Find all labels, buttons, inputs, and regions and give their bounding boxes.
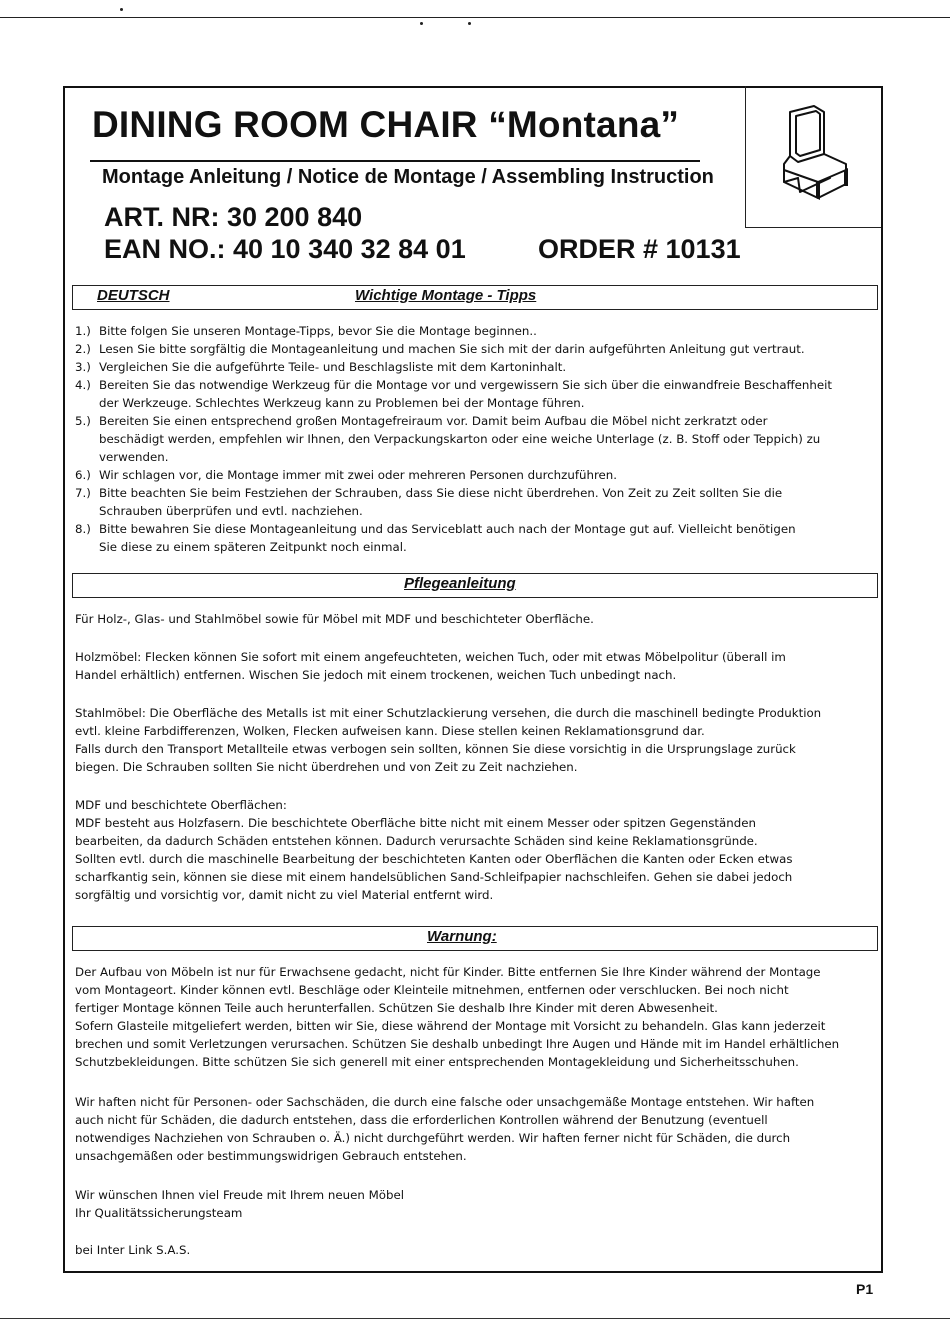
tip-number: 2.) [75,342,91,356]
bottom-scan-rule [0,1318,950,1319]
tip-line: Bitte beachten Sie beim Festziehen der Schrauben, dass Sie diese nicht überdrehen. Von Zeit zu Zeit sollten Sie die [99,486,783,500]
warning-line: brechen und somit Verletzungen verursachen. Schützen Sie deshalb unbedingt Ihre Augen und Hände mit im Handel erhältlichen [75,1037,840,1051]
tip-line: Wir schlagen vor, die Montage immer mit zwei oder mehreren Personen durchzuführen. [99,468,618,482]
tip-item [75,484,832,520]
tip-number: 6.) [75,468,91,482]
warning-paragraph [75,963,839,1071]
signature-line: Ihr Qualitätssicherungsteam [75,1206,243,1220]
tip-number: 1.) [75,324,91,338]
tip-number: 5.) [75,414,91,428]
tip-item [75,340,832,358]
care-line: Handel erhältlich) entfernen. Wischen Sie jedoch mit einem trockenen, weichen Tuch unbedingt nach. [75,668,677,682]
care-line: Falls durch den Transport Metallteile etwas verbogen sein sollten, können Sie diese vorsichtig in die Ursprungslage zurück [75,742,796,756]
article-number: ART. NR: 30 200 840 [104,202,363,232]
tip-number: 8.) [75,522,91,536]
liability-line: auch nicht für Schäden, die dadurch entstehen, dass die erforderlichen Kontrollen während der Benutzung (eventuell [75,1113,768,1127]
document-title: DINING ROOM CHAIR “Montana” [92,104,680,145]
tip-line: Bereiten Sie das notwendige Werkzeug für die Montage vor und vergewissern Sie sich über die einwandfreie Beschaffenheit [99,378,833,392]
care-paragraph [75,648,786,684]
care-line: Für Holz-, Glas- und Stahlmöbel sowie für Möbel mit MDF und beschichteter Oberfläche. [75,612,594,626]
liability-paragraph [75,1093,814,1165]
tip-item [75,520,832,556]
language-label: DEUTSCH [97,287,170,304]
care-line: MDF besteht aus Holzfasern. Die beschichtete Oberfläche bitte nicht mit einem Messer oder spitzen Gegenständen [75,816,756,830]
closing-greeting [75,1186,404,1222]
warning-line: Schutzbekleidungen. Bitte schützen Sie sich generell mit einer entsprechenden Montagekleidung und Sicherheitsschuhen. [75,1055,799,1069]
care-line: bearbeiten, da dadurch Schäden entstehen können. Dadurch verursachte Schäden sind keine Reklamationsgründe. [75,834,758,848]
tip-number: 7.) [75,486,91,500]
tip-line: Bitte bewahren Sie diese Montageanleitung und das Serviceblatt auch nach der Montage gut auf. Vielleicht benötigen [99,522,796,536]
tip-number: 4.) [75,378,91,392]
warning-line: fertiger Montage können Teile auch herunterfallen. Schützen Sie deshalb Ihre Kinder mit deren Abwesenheit. [75,1001,718,1015]
tip-item [75,466,832,484]
tips-heading: Wichtige Montage - Tipps [355,287,537,304]
tip-line: Bitte folgen Sie unseren Montage-Tipps, bevor Sie die Montage beginnen.. [99,324,537,338]
chair-icon [776,98,856,208]
care-paragraph [75,704,821,776]
warning-heading: Warnung: [427,928,497,945]
liability-line: unsachgemäßen oder bestimmungswidrigen Gebrauch entstehen. [75,1149,467,1163]
liability-line: Wir haften nicht für Personen- oder Sachschäden, die durch eine falsche oder unsachgemäße Montage entstehen. Wir haften [75,1095,815,1109]
care-line: biegen. Die Schrauben sollten Sie nicht überdrehen und von Zeit zu Zeit nachziehen. [75,760,578,774]
care-line: Sollten evtl. durch die maschinelle Bearbeitung der beschichteten Kanten oder Oberflächen die Kanten oder Ecken etwas [75,852,793,866]
tip-item [75,358,832,376]
tip-number: 3.) [75,360,91,374]
tip-item [75,376,832,412]
tip-line: Lesen Sie bitte sorgfältig die Montageanleitung und machen Sie sich mit der darin aufgeführten Anleitung gut vertraut. [99,342,805,356]
chair-illustration-box [745,86,881,228]
care-line: scharfkantig sein, können sie diese mit einem handelsüblichen Sand-Schleifpapier nachschleifen. Gehen sie dabei jedoch [75,870,793,884]
tip-line: Sie diese zu einem späteren Zeitpunkt noch einmal. [99,540,407,554]
tip-line: Schrauben überprüfen und evtl. nachziehen. [99,504,363,518]
warning-line: Sofern Glasteile mitgeliefert werden, bitten wir Sie, diese während der Montage mit Vorsicht zu behandeln. Glas kann jederzeit [75,1019,826,1033]
company-line [75,1241,190,1259]
tip-line: verwenden. [99,450,169,464]
warning-line: Der Aufbau von Möbeln ist nur für Erwachsene gedacht, nicht für Kinder. Bitte entfernen Sie Ihre Kinder während der Montage [75,965,821,979]
ean-number: EAN NO.: 40 10 340 32 84 01 [104,234,466,264]
scan-speck [420,22,423,25]
care-paragraph [75,610,594,628]
tips-list [75,322,832,556]
top-scan-rule [0,17,950,18]
page-number: P1 [856,1281,874,1297]
scan-speck [468,22,471,25]
care-heading: Pflegeanleitung [404,575,516,592]
scan-speck [120,8,123,11]
tip-line: Bereiten Sie einen entsprechend großen Montagefreiraum vor. Damit beim Aufbau die Möbel nicht zerkratzt oder [99,414,768,428]
care-paragraph [75,796,792,904]
greeting-line: Wir wünschen Ihnen viel Freude mit Ihrem neuen Möbel [75,1188,404,1202]
tip-line: der Werkzeuge. Schlechtes Werkzeug kann zu Problemen bei der Montage führen. [99,396,585,410]
care-line: sorgfältig und vorsichtig vor, damit nicht zu viel Material entfernt wird. [75,888,494,902]
tip-line: beschädigt werden, empfehlen wir Ihnen, den Verpackungskarton oder eine weiche Unterlage (z. B. Stoff oder Teppich) zu [99,432,821,446]
document-subtitle: Montage Anleitung / Notice de Montage / Assembling Instruction [102,166,714,188]
company-name: bei Inter Link S.A.S. [75,1243,191,1257]
tip-item [75,412,832,466]
tip-line: Vergleichen Sie die aufgeführte Teile- und Beschlagsliste mit dem Kartoninhalt. [99,360,567,374]
care-line: evtl. kleine Farbdifferenzen, Wolken, Flecken aufweisen kann. Diese stellen keinen Reklamationsgrund dar. [75,724,705,738]
warning-section-header [72,926,878,951]
care-line: MDF und beschichtete Oberflächen: [75,798,287,812]
care-section-header [72,573,878,598]
warning-line: vom Montageort. Kinder können evtl. Beschläge oder Kleinteile mitnehmen, entfernen oder verschlucken. Bei noch nicht [75,983,789,997]
liability-line: notwendiges Nachziehen von Schrauben o. Ä.) nicht durchgeführt werden. Wir haften ferner nicht für Schäden, die durch [75,1131,791,1145]
title-underline [90,160,700,162]
tips-section-header [72,285,878,310]
tip-item [75,322,832,340]
care-line: Stahlmöbel: Die Oberfläche des Metalls ist mit einer Schutzlackierung versehen, die durch die maschinell bedingte Produktion [75,706,822,720]
care-line: Holzmöbel: Flecken können Sie sofort mit einem angefeuchteten, weichen Tuch, oder mit etwas Möbelpolitur (überall im [75,650,786,664]
order-number: ORDER # 10131 [538,234,741,264]
